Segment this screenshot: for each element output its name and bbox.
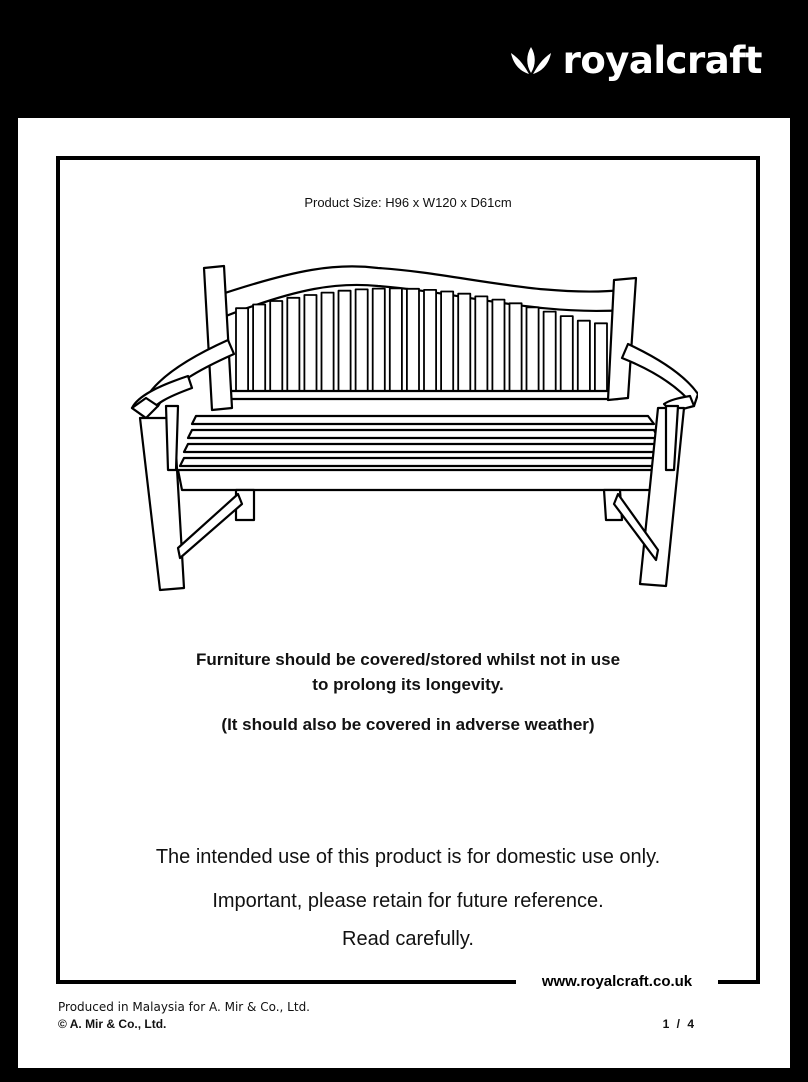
bench-back-slat: [424, 290, 436, 391]
garden-bench-illustration: [118, 258, 698, 618]
header-bar: [0, 0, 808, 118]
bench-back-slat: [510, 303, 522, 391]
bench-back-slat: [407, 289, 419, 391]
retain-notice: Important, please retain for future reference.: [212, 890, 604, 912]
brand-name: royalcraft: [562, 38, 762, 82]
care-instruction-line-2: to prolong its longevity.: [312, 675, 504, 694]
frame-border: [756, 156, 760, 984]
bench-back-slat: [270, 301, 282, 391]
bench-back-slat: [544, 312, 556, 391]
bench-back-slat: [561, 316, 573, 391]
brand: [509, 38, 762, 82]
frame-border: [56, 980, 516, 984]
bench-back-slat: [287, 298, 299, 391]
bench-back-slat: [492, 300, 504, 391]
bench-back-slat: [441, 292, 453, 392]
frame-border: [718, 980, 760, 984]
bench-back-slat: [373, 289, 385, 391]
bench-back-slat: [527, 307, 539, 391]
bench-back-slat: [356, 289, 368, 391]
bench-back-slat: [339, 291, 351, 391]
product-size: Product Size: H96 x W120 x D61cm: [304, 195, 512, 210]
crown-leaf-icon: [509, 43, 553, 77]
website-link[interactable]: www.royalcraft.co.uk: [541, 973, 693, 990]
page-number: 1 / 4: [662, 1017, 696, 1031]
bench-back-slat: [390, 288, 402, 391]
bench-back-slat: [595, 323, 607, 391]
copyright-text: © A. Mir & Co., Ltd.: [58, 1017, 167, 1031]
intended-use-text: The intended use of this product is for domestic use only.: [155, 846, 661, 868]
bench-back-slat: [578, 321, 590, 391]
read-carefully-text: Read carefully.: [342, 928, 474, 950]
bench-back-slat: [458, 294, 470, 391]
bench-back-slat: [236, 308, 248, 391]
care-instruction-line-1: Furniture should be covered/stored whilst not in use: [195, 650, 621, 669]
bench-back-slat: [475, 296, 487, 391]
frame-border: [56, 156, 760, 160]
bench-back-slat: [322, 293, 334, 391]
produced-in-text: Produced in Malaysia for A. Mir & Co., Ltd.: [58, 1000, 310, 1014]
bench-back-slat: [253, 305, 265, 392]
weather-note: (It should also be covered in adverse weather): [221, 715, 595, 734]
bench-back-slat: [304, 295, 316, 391]
document-page: [18, 118, 790, 1068]
